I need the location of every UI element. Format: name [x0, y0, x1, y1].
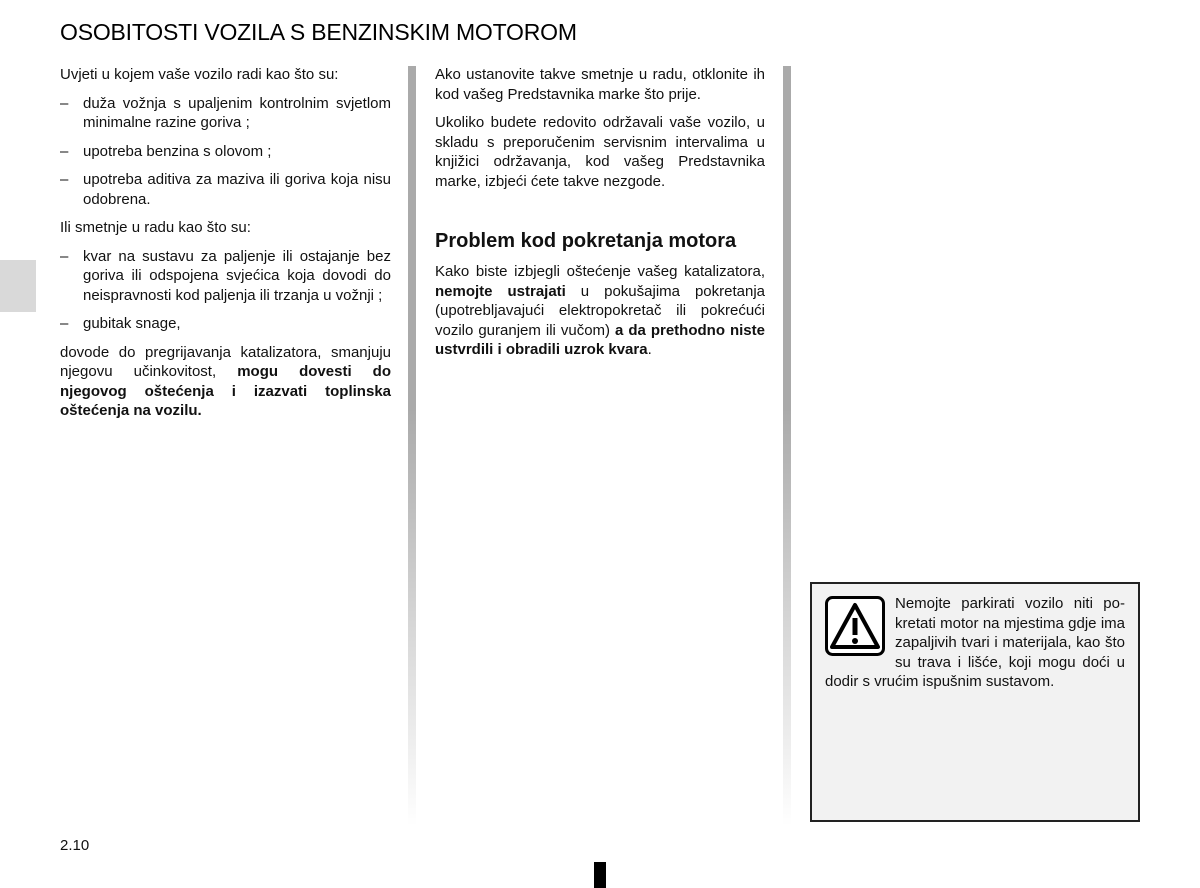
conditions-intro: Uvjeti u kojem vaše vozilo radi kao što su: [60, 66, 339, 83]
list-item [60, 142, 391, 162]
warning-text: Nemojte parkirati vozilo niti pokretati motor na mjestima gdje ima zapaljivih tvari i materijala, kao što su trava i lišće, koji mogu doći u dodir s vrućim ispušnim sustavom. [825, 595, 1125, 690]
column-left [60, 65, 391, 430]
conclusion-paragraph [60, 343, 391, 421]
list-item-text: upotreba aditiva za maziva ili goriva koja nisu odobrena. [83, 171, 391, 208]
list-dash: – [60, 315, 69, 332]
list-item-text: duža vožnja s upaljenim kontrolnim svjetlom minimalne razine goriva ; [83, 94, 391, 131]
list-item [60, 314, 391, 334]
list-dash: – [60, 247, 69, 265]
chapter-side-tab [0, 260, 36, 312]
starting-bold-d: a da prethodno niste ustvrdili i obradili uzrok kvara [435, 321, 765, 358]
list-dash: – [60, 142, 69, 160]
conclusion-text: dovode do pregrijavanja katalizatora, smanjuju njegovu učinkovitost, [60, 343, 391, 380]
starting-bold-b: nemojte ustrajati [435, 282, 566, 300]
list-dash: – [60, 94, 69, 112]
paragraph-starting [435, 262, 765, 360]
starting-text-e: . [647, 341, 652, 358]
paragraph-maintenance: Ukoliko budete redovito održavali vaše vozilo, u skladu s preporučenim servisnim intervalima u knjižici održavanja, kod vašeg Predstavnika marke, izbjeći ćete takve nezgode. [435, 114, 765, 190]
list-item [60, 94, 391, 133]
list-dash: – [60, 171, 69, 188]
list-item-text: kvar na sustavu za paljenje ili ostajanje bez goriva ili odspojena svjećica koja dovodi do neispravnosti kod paljenja ili trzanja u vožnji ; [83, 247, 391, 304]
starting-text-a: Kako biste izbjegli oštećenje vašeg katalizatora, [435, 263, 765, 280]
list-item [60, 247, 391, 306]
page-title: OSOBITOSTI VOZILA S BENZINSKIM MOTOROM [60, 19, 577, 45]
column-divider-right [783, 66, 791, 826]
print-center-mark [594, 862, 606, 888]
section-heading: Problem kod pokretanja motora [435, 230, 737, 252]
paragraph-fix-faults: Ako ustanovite takve smetnje u radu, otklonite ih kod vašeg Predstavnika marke što prije. [435, 66, 765, 103]
page-number: 2.10 [60, 837, 90, 854]
faults-intro: Ili smetnje u radu kao što su: [60, 219, 251, 236]
conclusion-bold-text: mogu dovesti do njegovog oštećenja i izazvati toplinska oštećenja na vozilu. [60, 363, 392, 419]
starting-text-c: u pokušajima pokretanja (upotrebljavajući elektropokretač ili pokrećući vozilo guranjem ili vučom) [435, 282, 766, 339]
list-item [60, 170, 391, 209]
warning-box [810, 582, 1140, 822]
list-item-text: upotreba benzina s olovom ; [83, 142, 272, 160]
warning-triangle-icon [825, 596, 885, 656]
list-item-text: gubitak snage, [83, 315, 181, 332]
column-divider-left [408, 66, 416, 826]
column-middle [435, 65, 765, 369]
